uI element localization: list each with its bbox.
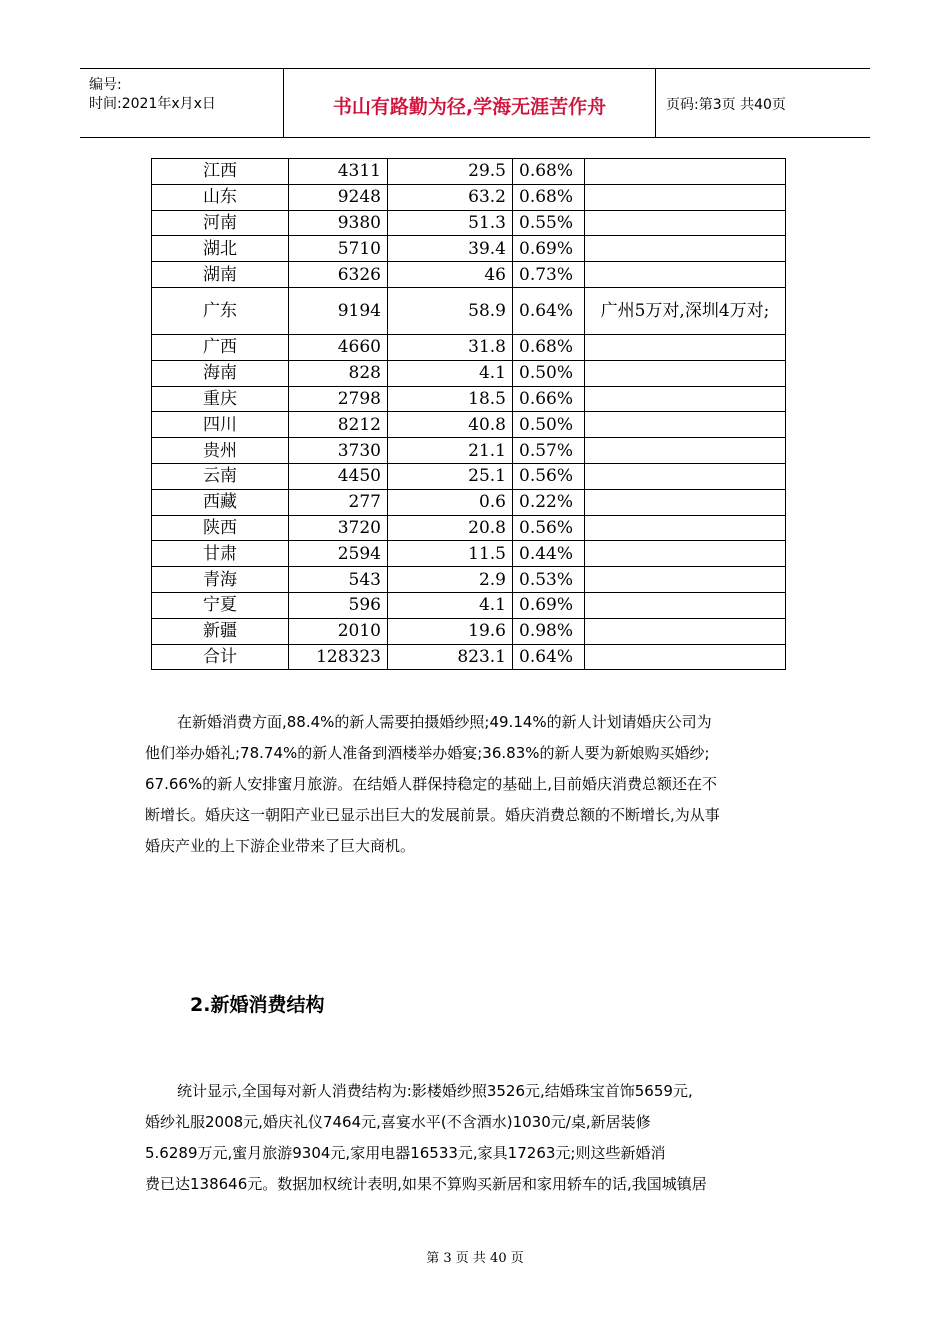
table-row <box>152 438 786 464</box>
value-cell: 4311 <box>289 159 388 185</box>
header-right-cell <box>656 69 870 137</box>
percent-cell: 0.56% <box>513 463 585 489</box>
province-cell: 湖南 <box>152 262 289 288</box>
table-row <box>152 412 786 438</box>
province-cell: 四川 <box>152 412 289 438</box>
province-cell: 合计 <box>152 644 289 670</box>
province-cell: 青海 <box>152 567 289 593</box>
province-cell: 重庆 <box>152 386 289 412</box>
text-line: 婚纱礼服2008元,婚庆礼仪7464元,喜宴水平(不含酒水)1030元/桌,新居装修 <box>145 1113 651 1131</box>
table-row <box>152 159 786 185</box>
header-left-cell <box>80 69 284 137</box>
marriage-stats-table <box>151 158 786 670</box>
province-cell: 陕西 <box>152 515 289 541</box>
value-cell: 31.8 <box>388 334 513 360</box>
note-cell <box>585 515 786 541</box>
table-row <box>152 360 786 386</box>
percent-cell: 0.50% <box>513 360 585 386</box>
value-cell: 5710 <box>289 236 388 262</box>
value-cell: 58.9 <box>388 287 513 334</box>
text-line: 断增长。婚庆这一朝阳产业已显示出巨大的发展前景。婚庆消费总额的不断增长,为从事 <box>145 806 720 824</box>
note-cell <box>585 438 786 464</box>
paragraph-consumption <box>145 707 807 862</box>
text-line: 婚庆产业的上下游企业带来了巨大商机。 <box>145 837 416 855</box>
value-cell: 2594 <box>289 541 388 567</box>
note-cell <box>585 489 786 515</box>
percent-cell: 0.56% <box>513 515 585 541</box>
value-cell: 25.1 <box>388 463 513 489</box>
value-cell: 40.8 <box>388 412 513 438</box>
percent-cell: 0.57% <box>513 438 585 464</box>
province-cell: 广西 <box>152 334 289 360</box>
percent-cell: 0.55% <box>513 210 585 236</box>
value-cell: 8212 <box>289 412 388 438</box>
value-cell: 3720 <box>289 515 388 541</box>
province-cell: 西藏 <box>152 489 289 515</box>
note-cell <box>585 541 786 567</box>
province-cell: 海南 <box>152 360 289 386</box>
province-cell: 贵州 <box>152 438 289 464</box>
province-cell: 广东 <box>152 287 289 334</box>
header-center-cell <box>284 69 656 137</box>
province-cell: 湖北 <box>152 236 289 262</box>
percent-cell: 0.69% <box>513 236 585 262</box>
province-cell: 山东 <box>152 184 289 210</box>
value-cell: 2010 <box>289 618 388 644</box>
table-row <box>152 262 786 288</box>
table-row <box>152 644 786 670</box>
value-cell: 9248 <box>289 184 388 210</box>
value-cell: 823.1 <box>388 644 513 670</box>
page-number-label: 页码:第3页 共40页 <box>666 97 786 113</box>
province-cell: 江西 <box>152 159 289 185</box>
value-cell: 9194 <box>289 287 388 334</box>
value-cell: 4450 <box>289 463 388 489</box>
text-line: 费已达138646元。数据加权统计表明,如果不算购买新居和家用轿车的话,我国城镇居 <box>145 1175 707 1193</box>
table-row <box>152 210 786 236</box>
note-cell <box>585 644 786 670</box>
value-cell: 128323 <box>289 644 388 670</box>
value-cell: 11.5 <box>388 541 513 567</box>
percent-cell: 0.73% <box>513 262 585 288</box>
section-heading: 2.新婚消费结构 <box>190 994 325 1016</box>
value-cell: 4.1 <box>388 592 513 618</box>
note-cell <box>585 334 786 360</box>
table-body <box>152 159 786 670</box>
value-cell: 29.5 <box>388 159 513 185</box>
note-cell <box>585 236 786 262</box>
value-cell: 2.9 <box>388 567 513 593</box>
percent-cell: 0.66% <box>513 386 585 412</box>
table-row <box>152 184 786 210</box>
table-row <box>152 618 786 644</box>
text-line: 67.66%的新人安排蜜月旅游。在结婚人群保持稳定的基础上,目前婚庆消费总额还在不 <box>145 775 717 793</box>
note-cell <box>585 210 786 236</box>
percent-cell: 0.44% <box>513 541 585 567</box>
value-cell: 20.8 <box>388 515 513 541</box>
value-cell: 19.6 <box>388 618 513 644</box>
province-cell: 宁夏 <box>152 592 289 618</box>
value-cell: 4660 <box>289 334 388 360</box>
table-row <box>152 489 786 515</box>
table-row <box>152 287 786 334</box>
page-header <box>80 68 870 138</box>
percent-cell: 0.68% <box>513 159 585 185</box>
value-cell: 39.4 <box>388 236 513 262</box>
percent-cell: 0.64% <box>513 287 585 334</box>
table-row <box>152 592 786 618</box>
table-row <box>152 236 786 262</box>
value-cell: 543 <box>289 567 388 593</box>
value-cell: 63.2 <box>388 184 513 210</box>
province-cell: 云南 <box>152 463 289 489</box>
text-line: 在新婚消费方面,88.4%的新人需要拍摄婚纱照;49.14%的新人计划请婚庆公司为 <box>177 713 712 731</box>
percent-cell: 0.98% <box>513 618 585 644</box>
table-row <box>152 567 786 593</box>
value-cell: 21.1 <box>388 438 513 464</box>
note-cell <box>585 463 786 489</box>
value-cell: 46 <box>388 262 513 288</box>
percent-cell: 0.69% <box>513 592 585 618</box>
table-row <box>152 386 786 412</box>
province-cell: 河南 <box>152 210 289 236</box>
note-cell <box>585 360 786 386</box>
note-cell <box>585 618 786 644</box>
table-row <box>152 463 786 489</box>
header-motto: 书山有路勤为径,学海无涯苦作舟 <box>332 96 607 118</box>
table-row <box>152 515 786 541</box>
value-cell: 9380 <box>289 210 388 236</box>
percent-cell: 0.50% <box>513 412 585 438</box>
note-cell <box>585 184 786 210</box>
note-cell <box>585 412 786 438</box>
note-cell <box>585 567 786 593</box>
time-label: 时间:2021年x月x日 <box>89 96 216 112</box>
value-cell: 2798 <box>289 386 388 412</box>
percent-cell: 0.22% <box>513 489 585 515</box>
note-cell <box>585 262 786 288</box>
number-label: 编号: <box>89 77 122 93</box>
value-cell: 51.3 <box>388 210 513 236</box>
text-line: 他们举办婚礼;78.74%的新人准备到酒楼举办婚宴;36.83%的新人要为新娘购买婚纱; <box>145 744 710 762</box>
value-cell: 277 <box>289 489 388 515</box>
percent-cell: 0.68% <box>513 334 585 360</box>
text-line: 统计显示,全国每对新人消费结构为:影楼婚纱照3526元,结婚珠宝首饰5659元, <box>177 1082 693 1100</box>
value-cell: 0.6 <box>388 489 513 515</box>
note-cell <box>585 386 786 412</box>
value-cell: 6326 <box>289 262 388 288</box>
value-cell: 18.5 <box>388 386 513 412</box>
percent-cell: 0.68% <box>513 184 585 210</box>
table-row <box>152 541 786 567</box>
note-cell <box>585 159 786 185</box>
province-cell: 新疆 <box>152 618 289 644</box>
text-line: 5.6289万元,蜜月旅游9304元,家用电器16533元,家具17263元;则这些新婚消 <box>145 1144 666 1162</box>
paragraph-structure <box>145 1076 807 1200</box>
page-footer: 第 3 页 共 40 页 <box>426 1251 524 1266</box>
value-cell: 828 <box>289 360 388 386</box>
value-cell: 4.1 <box>388 360 513 386</box>
value-cell: 596 <box>289 592 388 618</box>
province-cell: 甘肃 <box>152 541 289 567</box>
percent-cell: 0.53% <box>513 567 585 593</box>
table-row <box>152 334 786 360</box>
value-cell: 3730 <box>289 438 388 464</box>
percent-cell: 0.64% <box>513 644 585 670</box>
note-cell <box>585 592 786 618</box>
note-cell: 广州5万对,深圳4万对; <box>585 287 786 334</box>
